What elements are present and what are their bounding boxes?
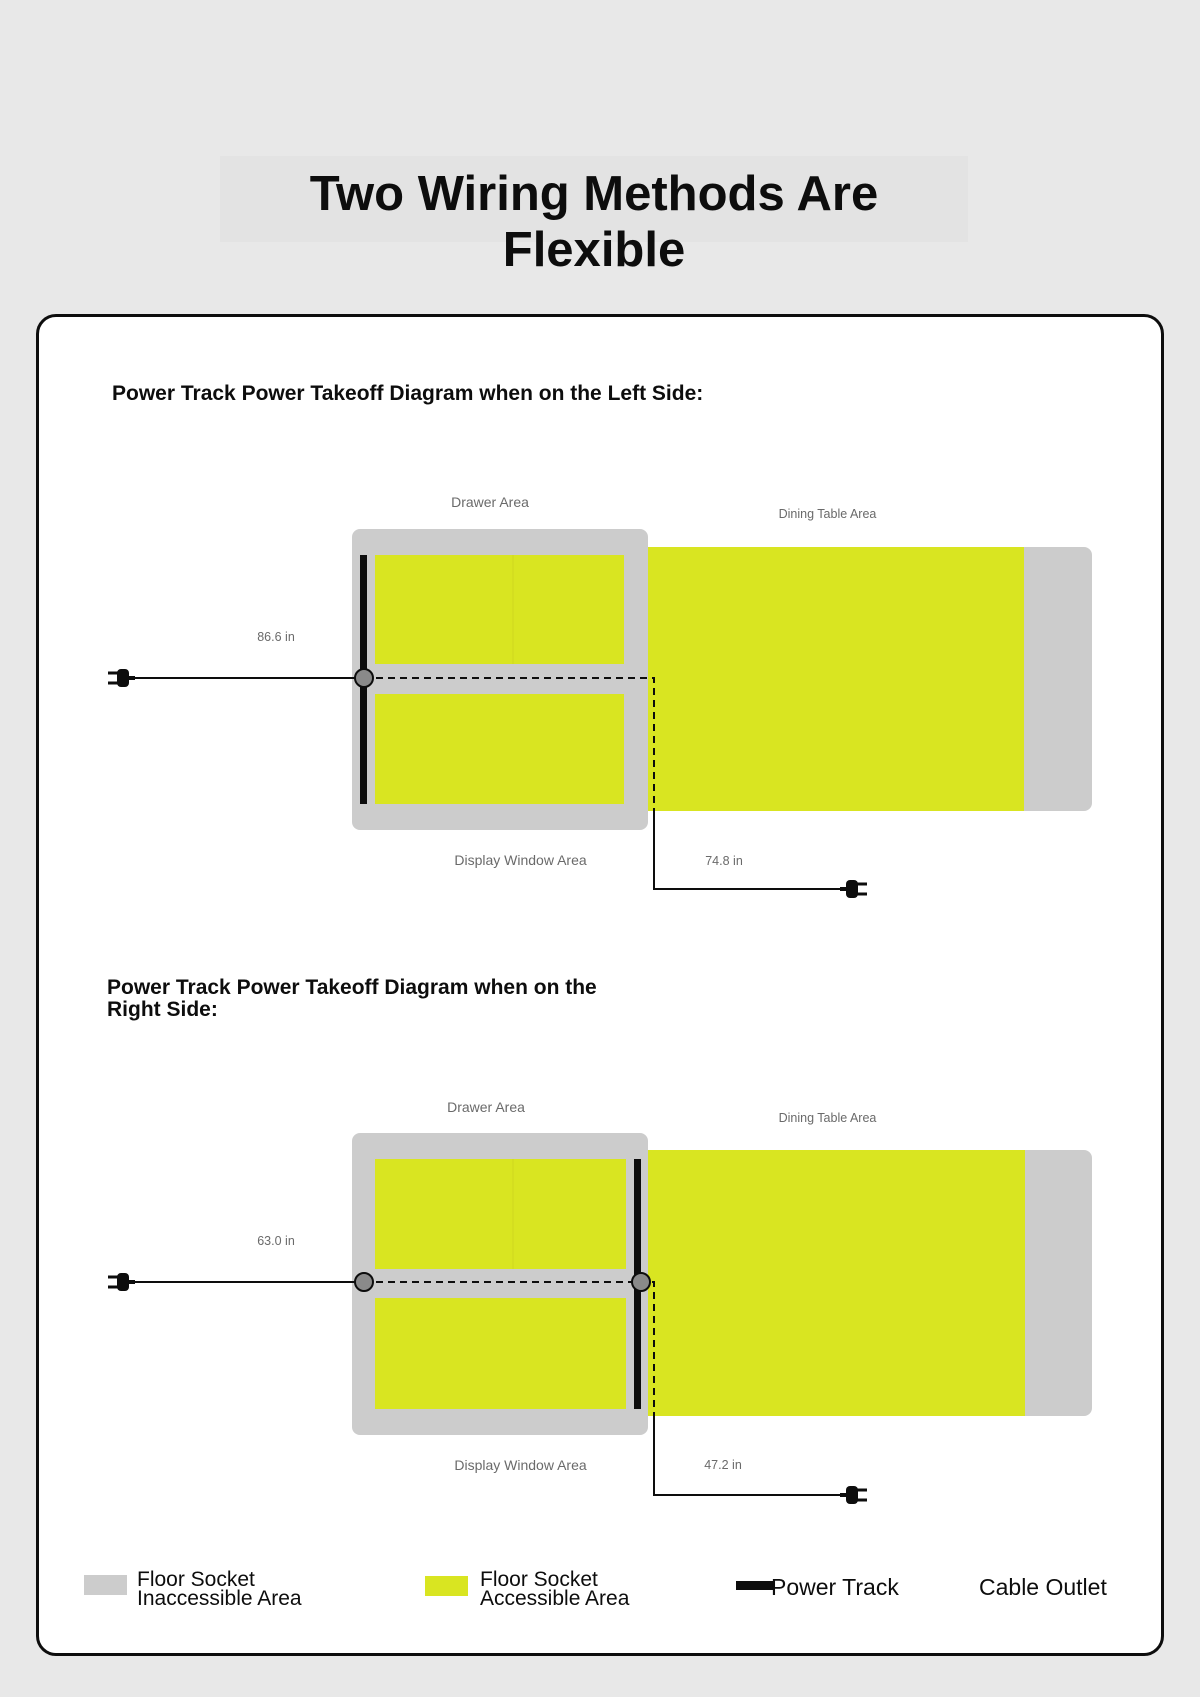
section-2-drawer-accessible-bottom	[375, 1298, 626, 1409]
section-1-left-length: 86.6 in	[257, 630, 295, 644]
section-2-drawer-accessible-top	[375, 1159, 626, 1269]
section-2-bottom-cable	[654, 1414, 845, 1495]
section-1-heading: Power Track Power Takeoff Diagram when on the Left Side:	[112, 382, 704, 405]
section-1-display-label: Display Window Area	[454, 852, 587, 868]
legend-power-track: Power Track	[771, 1574, 899, 1600]
legend-accessible-line1: Floor Socket	[480, 1568, 598, 1591]
section-1-drawer-label: Drawer Area	[451, 494, 529, 510]
section-2-heading-line2: Right Side:	[107, 998, 218, 1021]
section-2-cable-outlet-icon-right	[632, 1273, 650, 1291]
section-2-dining-label: Dining Table Area	[778, 1111, 877, 1125]
section-2-dining-accessible	[648, 1150, 1025, 1416]
legend-inaccessible-line1: Floor Socket	[137, 1568, 255, 1591]
section-1-bottom-length: 74.8 in	[705, 854, 743, 868]
legend-cable-outlet: Cable Outlet	[979, 1574, 1107, 1600]
page-title: Two Wiring Methods Are Flexible	[309, 167, 879, 277]
section-2-display-label: Display Window Area	[454, 1457, 587, 1473]
section-2-bottom-length: 47.2 in	[704, 1458, 742, 1472]
legend-accessible-line2: Accessible Area	[480, 1587, 630, 1610]
legend-accessible-swatch	[425, 1576, 468, 1596]
section-1-dining-label: Dining Table Area	[778, 507, 877, 521]
legend-power-track-swatch	[736, 1581, 774, 1590]
legend-inaccessible-swatch	[84, 1575, 127, 1595]
plug-icon	[840, 1486, 867, 1504]
legend-inaccessible-line2: Inaccessible Area	[137, 1587, 302, 1610]
section-2-drawer-label: Drawer Area	[447, 1099, 525, 1115]
section-2-left-length: 63.0 in	[257, 1234, 295, 1248]
section-2-cable-outlet-icon	[355, 1273, 373, 1291]
plug-icon	[108, 1273, 135, 1291]
section-2-heading-line1: Power Track Power Takeoff Diagram when on the	[107, 976, 597, 999]
